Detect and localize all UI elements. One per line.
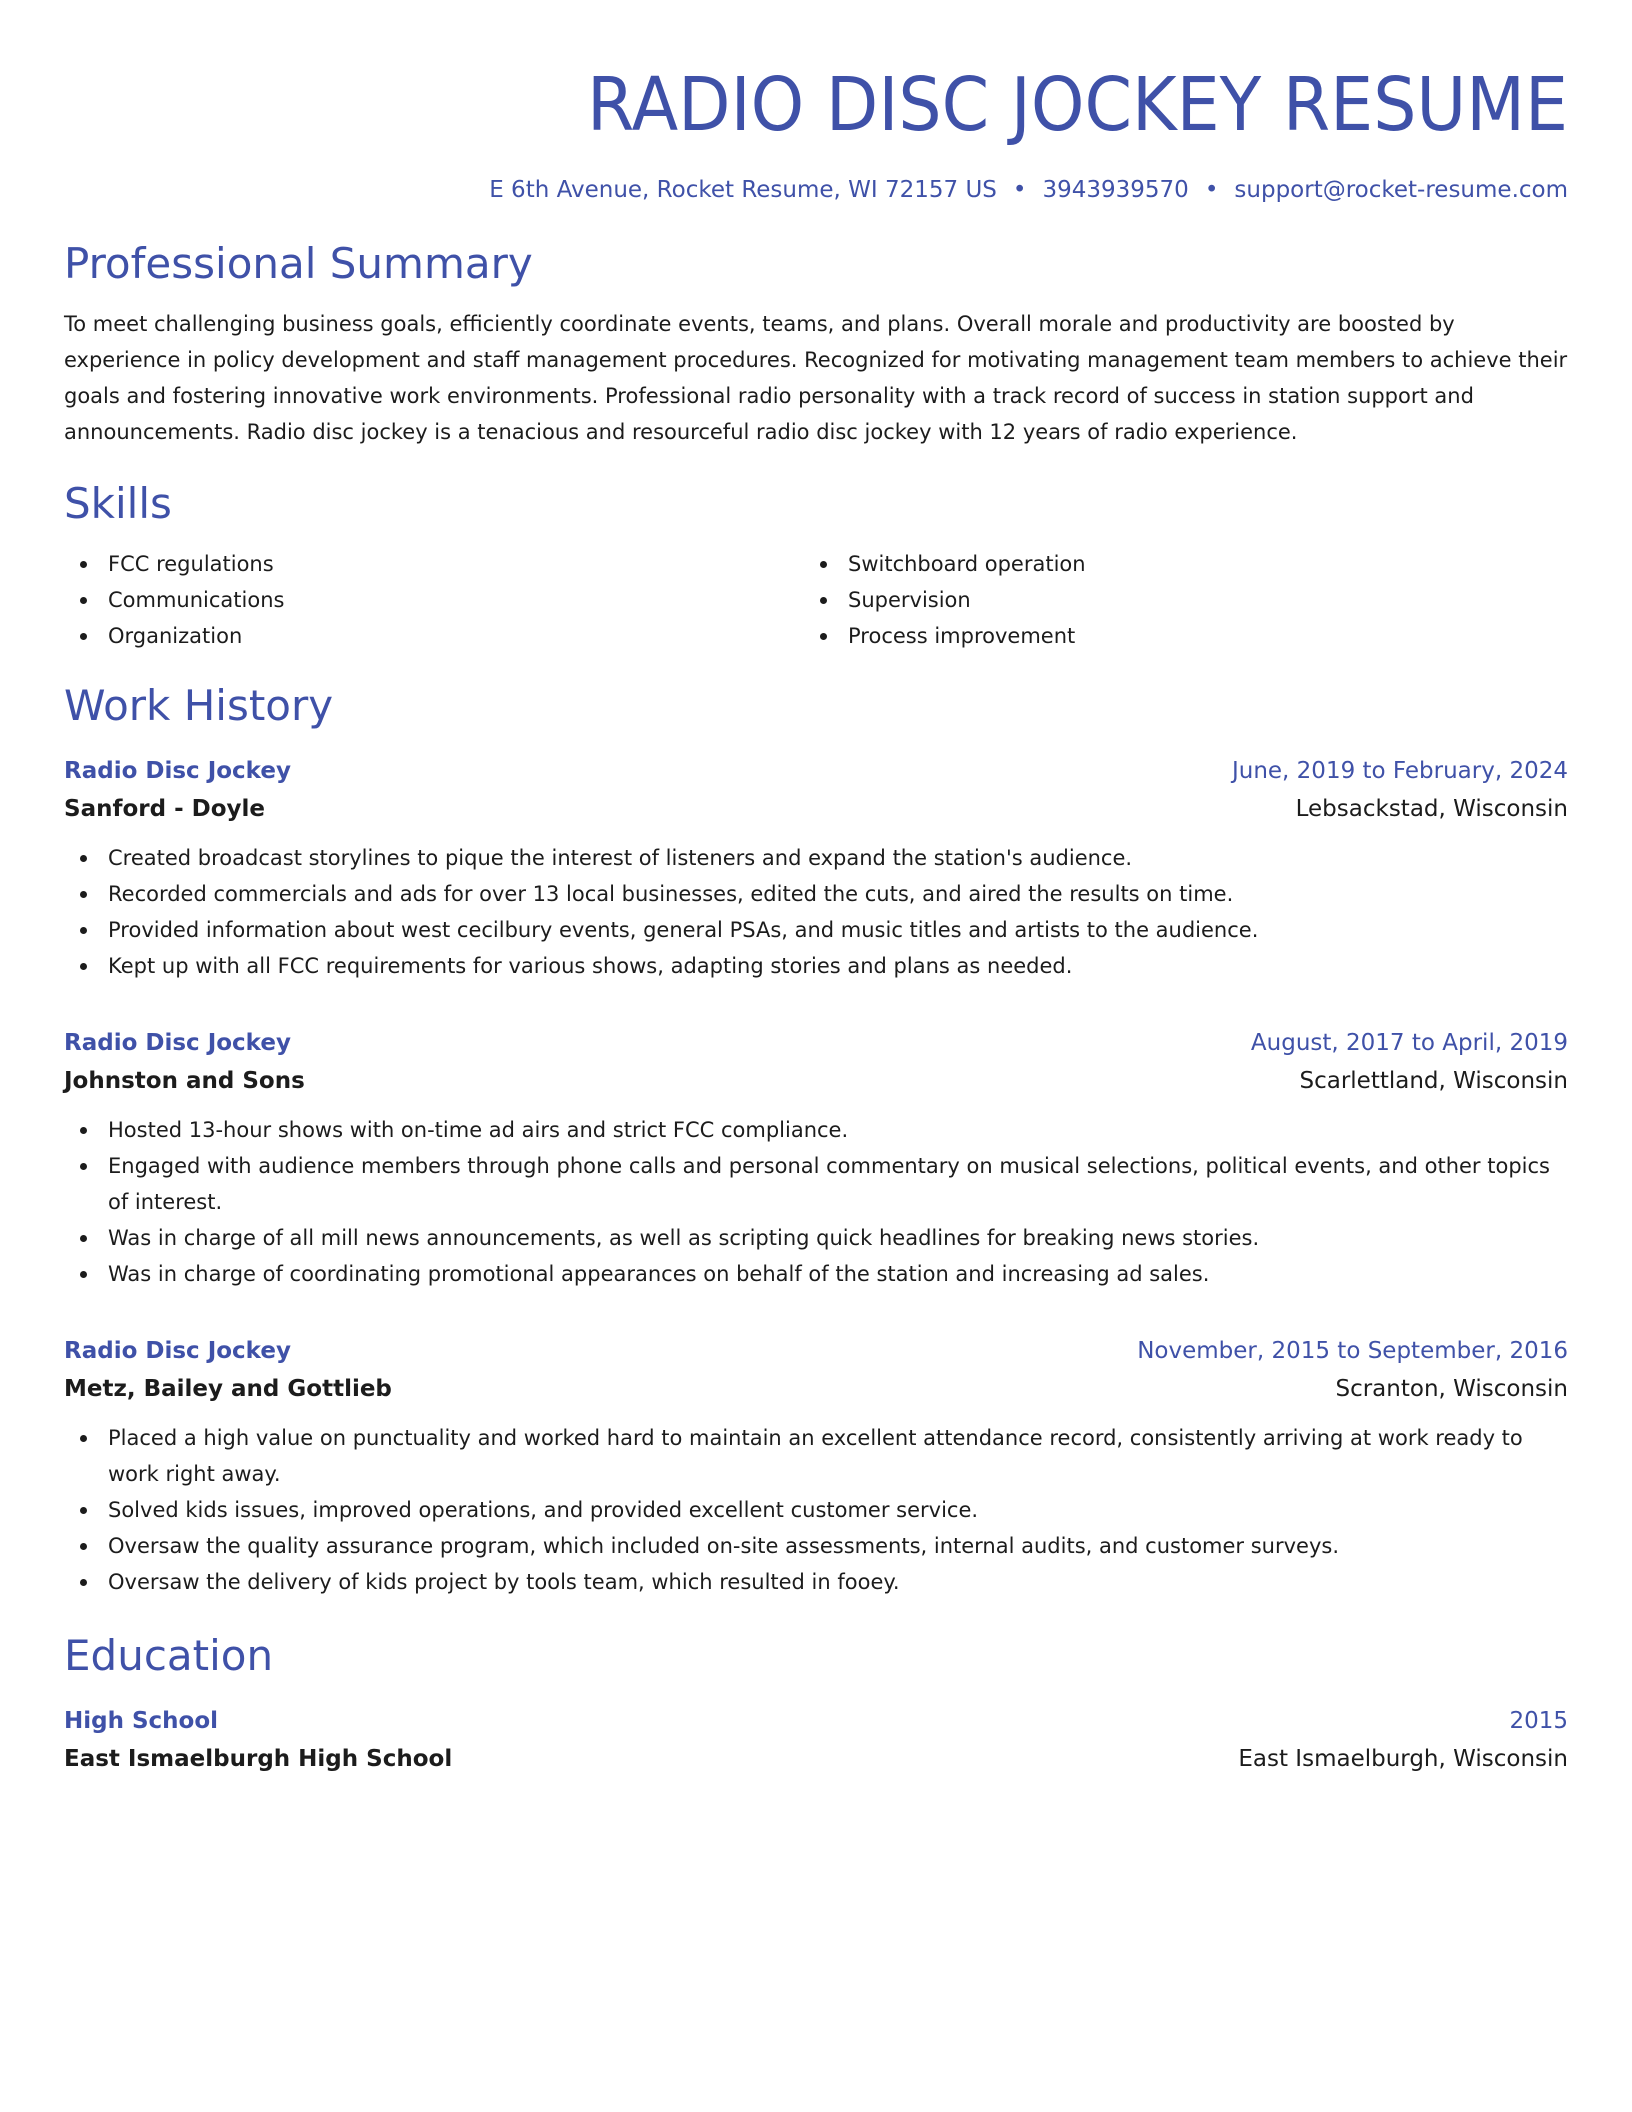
job-location: Lebsackstad, Wisconsin (1295, 796, 1568, 822)
education-year: 2015 (1509, 1708, 1568, 1734)
summary-heading: Professional Summary (64, 239, 533, 288)
job-dates: November, 2015 to September, 2016 (1137, 1338, 1568, 1364)
job-company: Sanford - Doyle (64, 796, 266, 822)
job-bullet: Provided information about west cecilbury events, general PSAs, and music titles and artists to the audience. (64, 912, 1568, 948)
job-company: Metz, Bailey and Gottlieb (64, 1376, 392, 1402)
job-dates: August, 2017 to April, 2019 (1250, 1030, 1568, 1056)
job-bullet: Oversaw the quality assurance program, which included on-site assessments, internal audits, and customer surveys. (64, 1528, 1568, 1564)
job-bullets (64, 1420, 1568, 1600)
summary-text: To meet challenging business goals, efficiently coordinate events, teams, and plans. Overall morale and productivity are boosted by experience in policy development and staff management procedures. Recognized for motivating management team members to achieve their goals and fostering innovative work environments. Professional radio personality with a track record of success in station support and announcements. Radio disc jockey is a tenacious and resourceful radio disc jockey with 12 years of radio experience. (64, 312, 1568, 444)
education-location: East Ismaelburgh, Wisconsin (1238, 1746, 1568, 1772)
job-bullet: Created broadcast storylines to pique the interest of listeners and expand the station's audience. (64, 840, 1568, 876)
job-entry (64, 752, 1568, 984)
job-bullet: Engaged with audience members through phone calls and personal commentary on musical selections, political events, and other topics of interest. (64, 1148, 1568, 1220)
job-bullet: Was in charge of coordinating promotional appearances on behalf of the station and increasing ad sales. (64, 1256, 1568, 1292)
contact-phone: 3943939570 (1042, 177, 1189, 203)
job-bullet: Kept up with all FCC requirements for various shows, adapting stories and plans as needed. (64, 948, 1568, 984)
contact-email: support@rocket-resume.com (1234, 177, 1568, 203)
skill-item: Process improvement (804, 618, 1544, 654)
job-company-row (64, 1062, 1568, 1100)
job-dates: June, 2019 to February, 2024 (1231, 758, 1568, 784)
job-company: Johnston and Sons (64, 1068, 305, 1094)
job-location: Scranton, Wisconsin (1335, 1376, 1568, 1402)
job-header-row (64, 752, 1568, 790)
education-entry (64, 1702, 1568, 1778)
job-entry (64, 1024, 1568, 1292)
job-company-row (64, 1370, 1568, 1408)
resume-title: RADIO DISC JOCKEY RESUME (587, 62, 1568, 148)
job-company-row (64, 790, 1568, 828)
job-location: Scarlettland, Wisconsin (1299, 1068, 1568, 1094)
job-bullets (64, 840, 1568, 984)
job-role: Radio Disc Jockey (64, 1338, 291, 1364)
education-school-row (64, 1740, 1568, 1778)
skills-column-left (64, 546, 804, 654)
skill-item: Organization (64, 618, 804, 654)
contact-line (64, 174, 1568, 206)
job-role: Radio Disc Jockey (64, 758, 291, 784)
education-heading: Education (64, 1631, 274, 1680)
job-bullet: Hosted 13-hour shows with on-time ad airs and strict FCC compliance. (64, 1112, 1568, 1148)
job-bullets (64, 1112, 1568, 1292)
resume-header (64, 56, 1568, 206)
skills-column-right (804, 546, 1544, 654)
job-header-row (64, 1332, 1568, 1370)
job-role: Radio Disc Jockey (64, 1030, 291, 1056)
contact-separator: • (1012, 177, 1027, 203)
skill-item: FCC regulations (64, 546, 804, 582)
job-bullet: Solved kids issues, improved operations, and provided excellent customer service. (64, 1492, 1568, 1528)
job-entry (64, 1332, 1568, 1600)
work-history-heading: Work History (64, 681, 334, 730)
job-bullet: Was in charge of all mill news announcements, as well as scripting quick headlines for breaking news stories. (64, 1220, 1568, 1256)
education-degree: High School (64, 1708, 219, 1734)
job-bullet: Placed a high value on punctuality and worked hard to maintain an excellent attendance record, consistently arriving at work ready to work right away. (64, 1420, 1568, 1492)
job-header-row (64, 1024, 1568, 1062)
contact-address: E 6th Avenue, Rocket Resume, WI 72157 US (489, 177, 997, 203)
skills-heading: Skills (64, 479, 172, 528)
education-header-row (64, 1702, 1568, 1740)
skill-item: Supervision (804, 582, 1544, 618)
contact-separator: • (1204, 177, 1219, 203)
skills-grid (64, 546, 1568, 654)
skill-item: Communications (64, 582, 804, 618)
skill-item: Switchboard operation (804, 546, 1544, 582)
education-school: East Ismaelburgh High School (64, 1746, 453, 1772)
job-bullet: Recorded commercials and ads for over 13 local businesses, edited the cuts, and aired the results on time. (64, 876, 1568, 912)
job-bullet: Oversaw the delivery of kids project by tools team, which resulted in fooey. (64, 1564, 1568, 1600)
